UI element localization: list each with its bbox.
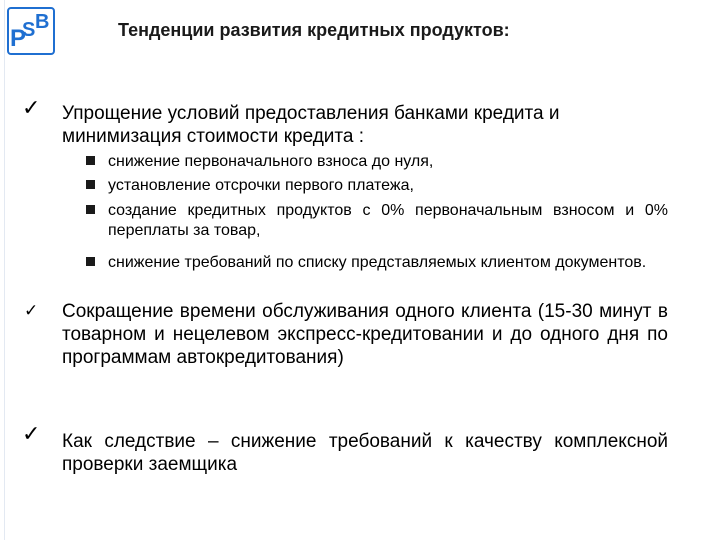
svg-text:B: B (35, 11, 50, 33)
bullet-square-icon (86, 180, 95, 189)
checkmark-icon: ✓ (22, 96, 41, 121)
list-item-text: Упрощение условий предоставления банками кредита и минимизация стоимости кредита : (62, 103, 560, 147)
svg-text:P: P (10, 25, 27, 52)
bullet-square-icon (86, 156, 95, 165)
checkmark-icon: ✓ (22, 422, 41, 447)
list-item-text: Как следствие – снижение требований к качеству комплексной проверки заемщика (62, 431, 668, 475)
checkmark-icon: ✓ (24, 301, 39, 321)
svg-text:S: S (22, 19, 36, 41)
bullet-square-icon (86, 257, 95, 266)
sub-list-item: установление отсрочки первого платежа, (108, 177, 414, 194)
page-title: Тенденции развития кредитных продуктов: (118, 20, 510, 40)
bullet-square-icon (86, 205, 95, 214)
sub-list-item: снижение требований по списку представляемых клиентом документов. (108, 254, 647, 271)
sub-list-item: снижение первоначального взноса до нуля, (108, 153, 434, 170)
sub-list-item: создание кредитных продуктов с 0% первоначальным взносом и 0% переплаты за товар, (108, 202, 668, 239)
left-edge-line (4, 0, 5, 540)
list-item-text: Сокращение времени обслуживания одного клиента (15-30 минут в товарном и нецелевом экспресс-кредитовании и до одного дня по программам автокредитования) (62, 301, 668, 368)
psb-logo-icon (6, 6, 56, 56)
